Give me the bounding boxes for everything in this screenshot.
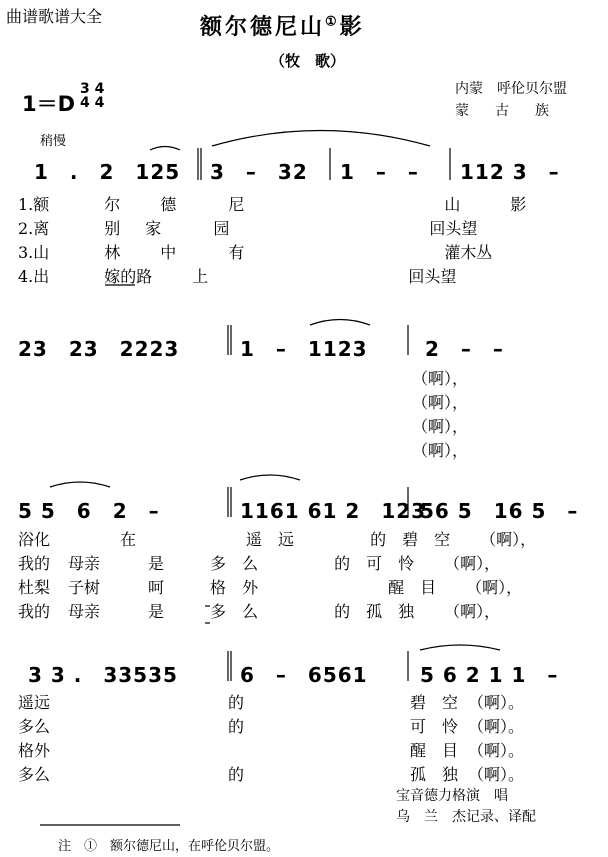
key-signature: 1＝D bbox=[22, 92, 76, 116]
system-1-measure-3: 1 – – bbox=[340, 160, 419, 184]
lyric-4-verse-3-end: 醒 目 （啊）。 bbox=[410, 741, 525, 760]
lyric-4-verse-3: 格外 bbox=[18, 741, 51, 760]
lyric-verse-2: 2.离 别 家 园 回头望 bbox=[18, 219, 478, 238]
lyric-3-verse-4: 我的 母亲 是 多 么 的 孤 独 （啊）， bbox=[18, 602, 501, 621]
lyric-4-verse-4: 多么 bbox=[18, 765, 51, 784]
system-4-measure-2: 6 – 6561 bbox=[240, 663, 368, 687]
lyric-verse-3: 3.山 林 中 有 灌木丛 bbox=[18, 243, 493, 262]
lyric-verse-4: 4.出 嫁的路 上 回头望 bbox=[18, 267, 457, 286]
lyric-3-verse-3: 杜梨 子树 呵 格 外 醒 目 （啊）， bbox=[18, 578, 523, 597]
system-3-measure-3: 56 5 16 5 – bbox=[420, 499, 579, 523]
system-2-measure-1: 23 23 2223 bbox=[18, 337, 180, 361]
system-3-measure-1: 5 5 6 2 – bbox=[18, 499, 160, 523]
lyric-3-verse-1: 浴化 在 遥 远 的 碧 空 （啊）， bbox=[18, 530, 537, 549]
lyric-2-verse-2: （啊）， bbox=[412, 393, 469, 412]
system-4-measure-3: 5 6 2 1 1 – bbox=[420, 663, 559, 687]
lyric-2-verse-3: （啊）， bbox=[412, 417, 469, 436]
system-4-measure-1: 3 3 . 33535 bbox=[28, 663, 178, 687]
lyric-4-verse-2-end: 可 怜 （啊）。 bbox=[410, 717, 525, 736]
region-label: 内蒙 呼伦贝尔盟 bbox=[455, 81, 567, 97]
lyric-3-verse-2: 我的 母亲 是 多 么 的 可 怜 （啊）， bbox=[18, 554, 501, 573]
system-1-measure-1: 1 . 2 125 bbox=[34, 160, 181, 184]
system-1-measure-2: 3 – 32 bbox=[210, 160, 308, 184]
lyric-4-verse-4-de: 的 bbox=[228, 765, 245, 784]
lyric-4-verse-1-end: 碧 空 （啊）。 bbox=[410, 693, 525, 712]
lyric-verse-1: 1.额 尔 德 尼 山 影 bbox=[18, 195, 527, 214]
song-title: 额尔德尼山①影 bbox=[200, 14, 365, 40]
lyric-2-verse-4: （啊）， bbox=[412, 441, 469, 460]
lyric-4-verse-1: 遥远 bbox=[18, 693, 51, 712]
lyric-4-verse-2: 多么 bbox=[18, 717, 51, 736]
singer-credit: 宝音德力格演 唱 bbox=[396, 788, 508, 804]
arranger-credit: 乌 兰 杰记录、译配 bbox=[396, 809, 536, 825]
lyric-4-verse-4-end: 孤 独 （啊）。 bbox=[410, 765, 525, 784]
tempo-marking: 稍慢 bbox=[40, 134, 67, 149]
lyric-4-verse-2-de: 的 bbox=[228, 717, 245, 736]
ethnicity-label: 蒙古族 bbox=[455, 103, 575, 119]
system-1-measure-4: 112 3 – bbox=[460, 160, 560, 184]
footnote: 注 ① 额尔德尼山，在呼伦贝尔盟。 bbox=[58, 839, 280, 854]
system-3-measure-2: 1161 61 2 123 bbox=[240, 499, 427, 523]
time-signature: 3 4 4 4 bbox=[80, 81, 105, 111]
system-2-measure-3: 2 – – bbox=[425, 337, 504, 361]
lyric-2-verse-1: （啊）， bbox=[412, 369, 469, 388]
system-2-measure-2: 1 – 1123 bbox=[240, 337, 368, 361]
site-label: 曲谱歌谱大全 bbox=[6, 7, 103, 26]
genre-label: （牧 歌） bbox=[270, 52, 346, 70]
lyric-4-verse-1-de: 的 bbox=[228, 693, 245, 712]
